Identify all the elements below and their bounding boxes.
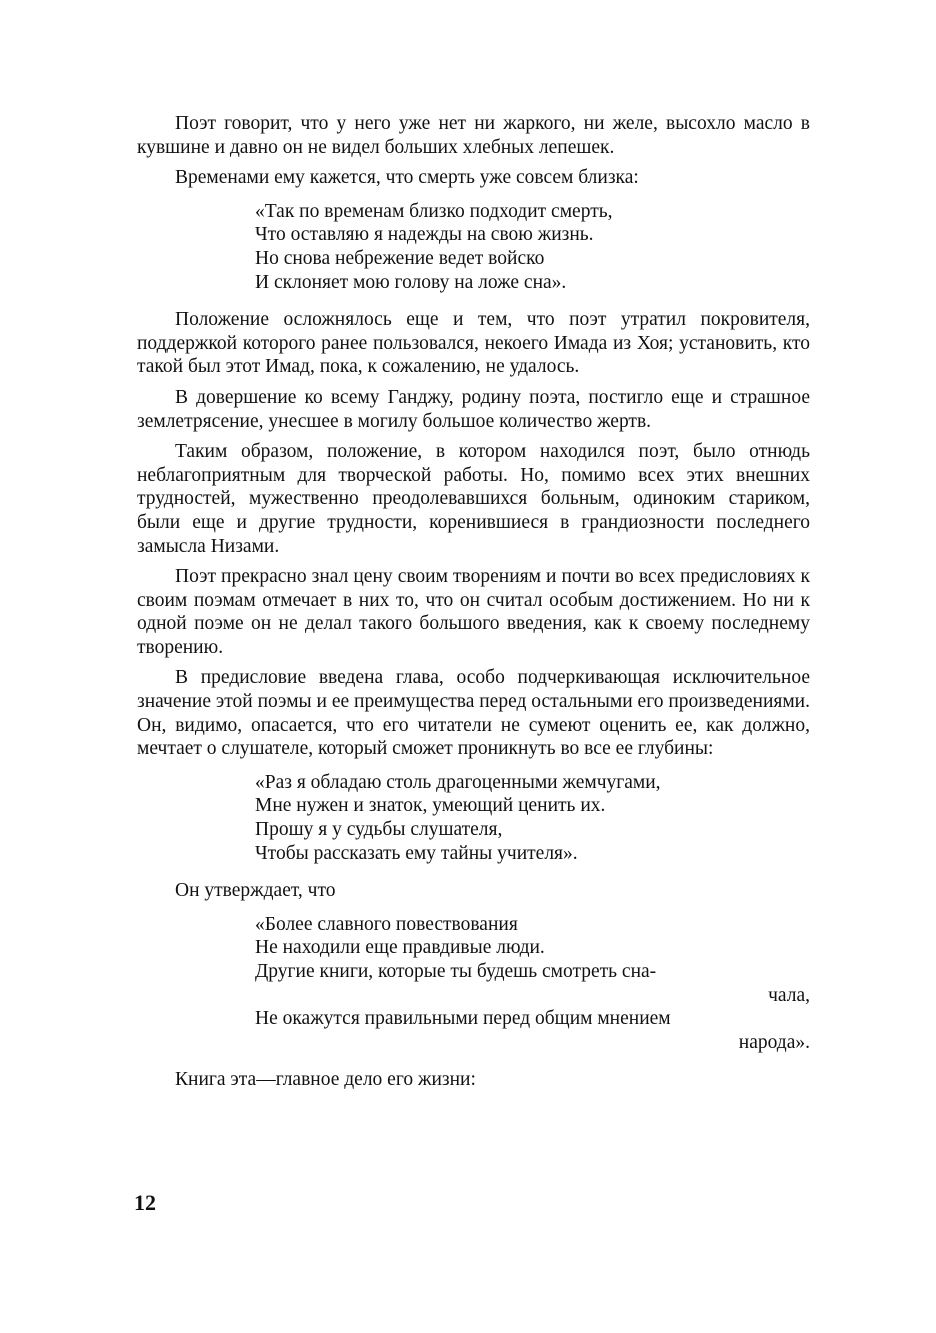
- poem-line: И склоняет мою голову на ложе сна».: [255, 271, 567, 293]
- poem-line: Другие книги, которые ты будешь смотреть сна-: [255, 961, 657, 982]
- paragraph-patron-lost: Положение осложнялось еще и тем, что поэт утратил покровителя, поддержкой которого ранее пользовался, некоего Имада из Хоя; установить, кто такой был этот Имад, пока, к сожалению, не удалось.: [137, 309, 810, 378]
- paragraph-prefaces: Поэт прекрасно знал цену своим творениям и почти во всех предисловиях к своим поэмам отмечает в них то, что он считал особым достижением. Но ни к одной поэме он не делал такого большого введения, как к своему последнему творению.: [137, 566, 810, 658]
- poem-line-continuation: народа».: [738, 1031, 810, 1053]
- paragraph-introduction: В предисловие введена глава, особо подчеркивающая исключительное значение этой поэмы и ее преимущества перед остальными его произведениями. Он, видимо, опасается, что его читатели не сумеют оценить ее, как должно, мечтает о слушателе, который сможет проникнуть во все ее глубины:: [137, 667, 810, 760]
- poem-line: Не находили еще правдивые люди.: [255, 937, 545, 959]
- page-body: [137, 112, 810, 1099]
- poem-death: [255, 200, 810, 294]
- poem-line: Не окажутся правильными перед общим мнением: [255, 1008, 671, 1030]
- paragraph-earthquake: В довершение ко всему Ганджу, родину поэта, постигло еще и страшное землетрясение, унесшее в могилу большое количество жертв.: [137, 386, 810, 432]
- poem-pearls: [255, 771, 810, 865]
- poem-line-continuation: чала,: [768, 984, 810, 1006]
- paragraph-main-work: Книга эта—главное дело его жизни:: [175, 1069, 476, 1091]
- poem-narrative: [255, 913, 810, 1055]
- poem-line: «Более славного повествования: [255, 913, 518, 935]
- paragraph-difficulties: Таким образом, положение, в котором находился поэт, было отнюдь неблагоприятным для творческой работы. Но, помимо всех этих внешних трудностей, мужественно преодолевавшихся больным, одиноким стариком, были еще и другие трудности, коренившиеся в грандиозности последнего замысла Низами.: [137, 441, 810, 557]
- paragraph-death-near: Временами ему кажется, что смерть уже совсем близка:: [175, 167, 639, 189]
- paragraph-he-asserts: Он утверждает, что: [175, 880, 336, 902]
- poem-line: Мне нужен и знаток, умеющий ценить их.: [255, 795, 606, 817]
- poem-line: Чтобы рассказать ему тайны учителя».: [255, 842, 578, 864]
- poem-line: «Так по временам близко подходит смерть,: [255, 200, 613, 222]
- poem-line: «Раз я обладаю столь драгоценными жемчугами,: [255, 771, 661, 793]
- poem-line: Прошу я у судьбы слушателя,: [255, 819, 503, 841]
- paragraph-food-scarcity: Поэт говорит, что у него уже нет ни жаркого, ни желе, высохло масло в кувшине и давно он не видел больших хлебных лепешек.: [137, 113, 810, 158]
- poem-line: Что оставляю я надежды на свою жизнь.: [255, 224, 594, 246]
- poem-line: Но снова небрежение ведет войско: [255, 247, 545, 269]
- page-number: 12: [134, 1190, 156, 1215]
